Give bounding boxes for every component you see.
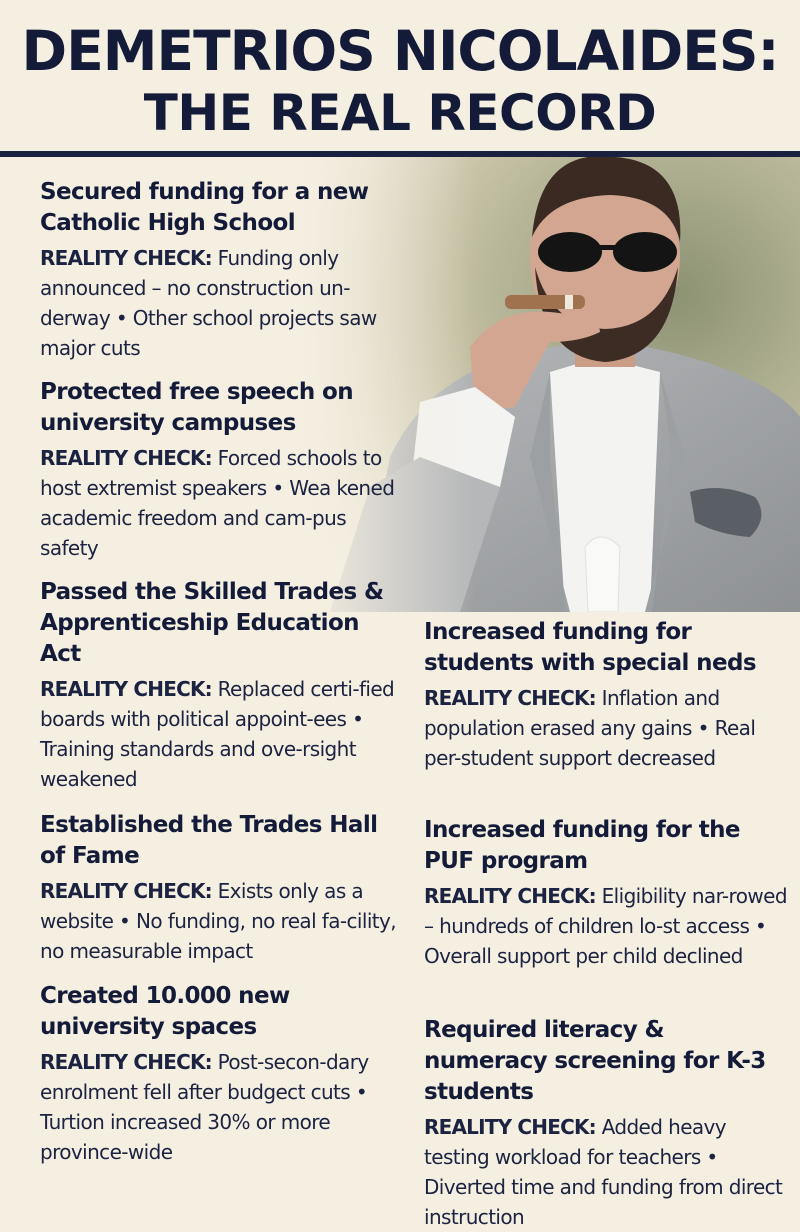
record-item-catholic-school xyxy=(40,177,400,363)
reality-check: REALITY CHECK: Exists only as a website • No funding, no real fa-cility, no measurable impact xyxy=(40,879,397,963)
record-item-puf-program xyxy=(424,815,794,971)
record-item-university-spaces xyxy=(40,981,400,1167)
reality-check: REALITY CHECK: Inflation and population erased any gains • Real per-student support decreased xyxy=(424,686,756,770)
reality-check: REALITY CHECK: Added heavy testing workload for teachers • Diverted time and funding from direct instruction xyxy=(424,1115,783,1229)
record-item-skilled-trades-act xyxy=(40,577,400,794)
record-item-literacy-screening xyxy=(424,1015,794,1232)
record-item-free-speech xyxy=(40,377,400,563)
claim-heading: Protected free speech on university campuses xyxy=(40,379,353,436)
record-item-trades-hall-of-fame xyxy=(40,810,400,966)
claim-heading: Increased funding for students with special neds xyxy=(424,619,756,676)
reality-check: REALITY CHECK: Replaced certi-fied boards with political appoint-ees • Training standards and ove-rsight weakened xyxy=(40,677,395,791)
claim-heading: Created 10.000 new university spaces xyxy=(40,983,290,1040)
reality-check: REALITY CHECK: Forced schools to host extremist speakers • Wea kened academic freedom and cam-pus safety xyxy=(40,446,395,560)
reality-check-label: REALITY CHECK: xyxy=(424,884,596,908)
reality-check: REALITY CHECK: Funding only announced – no construction un-derway • Other school projects saw major cuts xyxy=(40,246,377,360)
reality-check-label: REALITY CHECK: xyxy=(424,686,596,710)
reality-check-label: REALITY CHECK: xyxy=(40,879,212,903)
reality-check-label: REALITY CHECK: xyxy=(40,446,212,470)
claim-heading: Increased funding for the PUF program xyxy=(424,817,740,874)
reality-check-label: REALITY CHECK: xyxy=(40,1050,212,1074)
page-title: DEMETRIOS NICOLAIDES: xyxy=(21,19,779,83)
header xyxy=(0,0,800,152)
claim-heading: Established the Trades Hall of Fame xyxy=(40,812,378,869)
reality-check: REALITY CHECK: Eligibility nar-rowed – hundreds of children lo-st access • Overall support per child declined xyxy=(424,884,787,968)
record-item-special-needs xyxy=(424,617,794,773)
claim-heading: Secured funding for a new Catholic High School xyxy=(40,179,369,236)
claim-heading: Required literacy & numeracy screening for K-3 students xyxy=(424,1017,766,1105)
claim-heading: Passed the Skilled Trades & Apprenticeship Education Act xyxy=(40,579,384,667)
reality-check-label: REALITY CHECK: xyxy=(40,677,212,701)
page-subtitle: THE REAL RECORD xyxy=(143,84,657,142)
reality-check: REALITY CHECK: Post-secon-dary enrolment fell after budgect cuts • Turtion increased 30% or more province-wide xyxy=(40,1050,369,1164)
reality-check-label: REALITY CHECK: xyxy=(40,246,212,270)
reality-check-label: REALITY CHECK: xyxy=(424,1115,596,1139)
